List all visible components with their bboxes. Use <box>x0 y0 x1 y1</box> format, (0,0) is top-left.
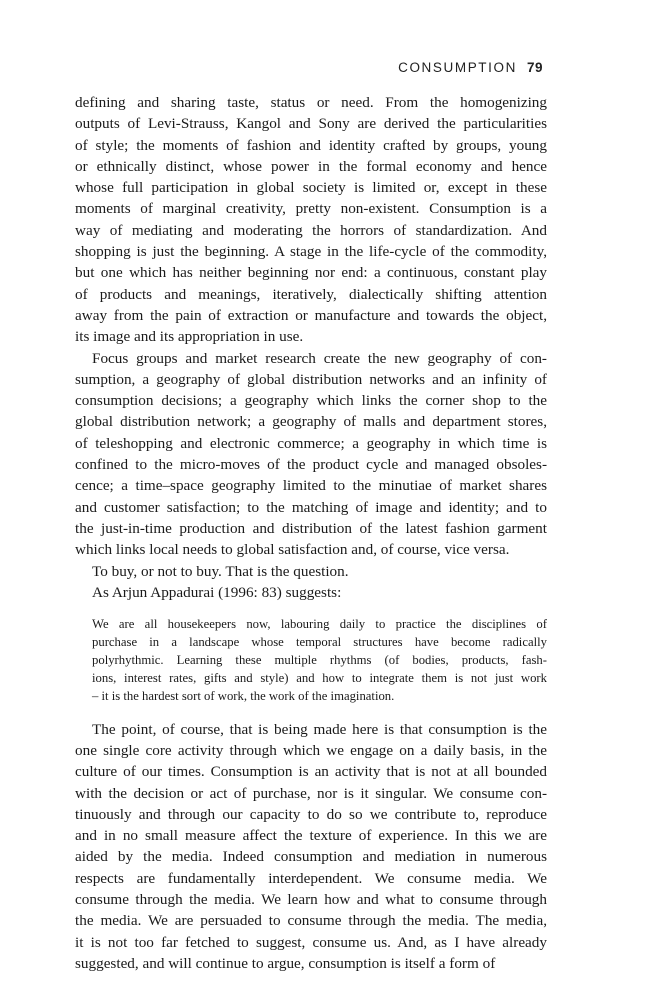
text-line: tinuously and through our capacity to do so we contribute to, reproduce <box>75 805 547 823</box>
text-line: As Arjun Appadurai (1996: 83) suggests: <box>92 583 342 601</box>
text-line: and customer satisfaction; to the matching of image and identity; and to <box>75 498 547 516</box>
text-line: purchase in a landscape whose temporal structures have become radically <box>92 635 547 650</box>
paragraph-3 <box>75 561 547 582</box>
running-head <box>398 60 543 75</box>
block-quote <box>92 616 547 706</box>
text-line: sumption, a geography of global distribution networks and an infinity of <box>75 370 547 388</box>
text-line: the media. We are persuaded to consume through the media. The media, <box>75 912 547 930</box>
text-line: but one which has neither beginning nor end: a continuous, constant play <box>75 264 547 282</box>
text-line: culture of our times. Consumption is an activity that is not at all bounded <box>75 763 547 781</box>
text-line: with the decision or act of purchase, nor is it singular. We consume con- <box>75 784 547 802</box>
paragraph-5 <box>75 719 547 975</box>
text-line: aided by the media. Indeed consumption and mediation in numerous <box>75 848 547 866</box>
text-line: one single core activity through which we engage on a daily basis, in the <box>75 741 547 759</box>
paragraph-2 <box>75 348 547 561</box>
text-line: of products and meanings, iteratively, dialectically shifting attention <box>75 285 547 303</box>
text-line: ions, interest rates, gifts and style) and how to integrate them is not just work <box>92 670 547 685</box>
body-text <box>75 92 547 974</box>
text-line: outputs of Levi-Strauss, Kangol and Sony are derived the particularities <box>75 115 547 133</box>
text-line: or ethnically distinct, whose power in the formal economy and hence <box>75 157 547 175</box>
text-line: consume through the media. We learn how and what to consume through <box>75 891 547 909</box>
text-line: its image and its appropriation in use. <box>75 328 304 346</box>
text-line: To buy, or not to buy. That is the question. <box>92 562 349 580</box>
text-line: and in no small measure affect the texture of experience. In this we are <box>75 827 547 845</box>
text-line: it is not too far fetched to suggest, consume us. And, as I have already <box>75 933 547 951</box>
text-line: polyrhythmic. Learning these multiple rhythms (of bodies, products, fash- <box>92 652 547 667</box>
text-line: whose full participation in global society is limited or, except in these <box>75 179 547 197</box>
text-line: way of mediating and moderating the horrors of standardization. And <box>75 221 547 239</box>
text-line: defining and sharing taste, status or need. From the homogenizing <box>75 94 547 111</box>
text-line: The point, of course, that is being made here is that consumption is the <box>92 720 547 738</box>
chapter-title: CONSUMPTION <box>398 60 517 75</box>
paragraph-4 <box>75 582 547 603</box>
text-line: shopping is just the beginning. A stage in the life-cycle of the commodity, <box>75 243 547 261</box>
text-line: suggested, and will continue to argue, consumption is itself a form of <box>75 954 496 972</box>
text-line: consumption decisions; a geography which links the corner shop to the <box>75 392 547 410</box>
text-line: respects are fundamentally interdependent. We consume media. We <box>75 869 547 887</box>
text-line: – it is the hardest sort of work, the work of the imagination. <box>92 688 395 703</box>
text-line: Focus groups and market research create the new geography of con- <box>92 349 547 367</box>
text-line: which links local needs to global satisfaction and, of course, vice versa. <box>75 541 510 559</box>
paragraph-1 <box>75 92 547 348</box>
page-number: 79 <box>526 60 543 75</box>
text-line: of teleshopping and electronic commerce; a geography in which time is <box>75 434 547 452</box>
text-line: moments of marginal creativity, pretty non-existent. Consumption is a <box>75 200 547 218</box>
text-line: cence; a time–space geography limited to the minutiae of market shares <box>75 477 547 495</box>
text-line: global distribution network; a geography of malls and department stores, <box>75 413 547 431</box>
text-line: the just-in-time production and distribution of the latest fashion garment <box>75 519 547 537</box>
text-line: of style; the moments of fashion and identity crafted by groups, young <box>75 136 547 154</box>
text-line: away from the pain of extraction or manufacture and towards the object, <box>75 306 547 324</box>
text-line: confined to the micro-moves of the product cycle and managed obsoles- <box>75 456 547 474</box>
text-line: We are all housekeepers now, labouring daily to practice the disciplines of <box>92 617 547 632</box>
